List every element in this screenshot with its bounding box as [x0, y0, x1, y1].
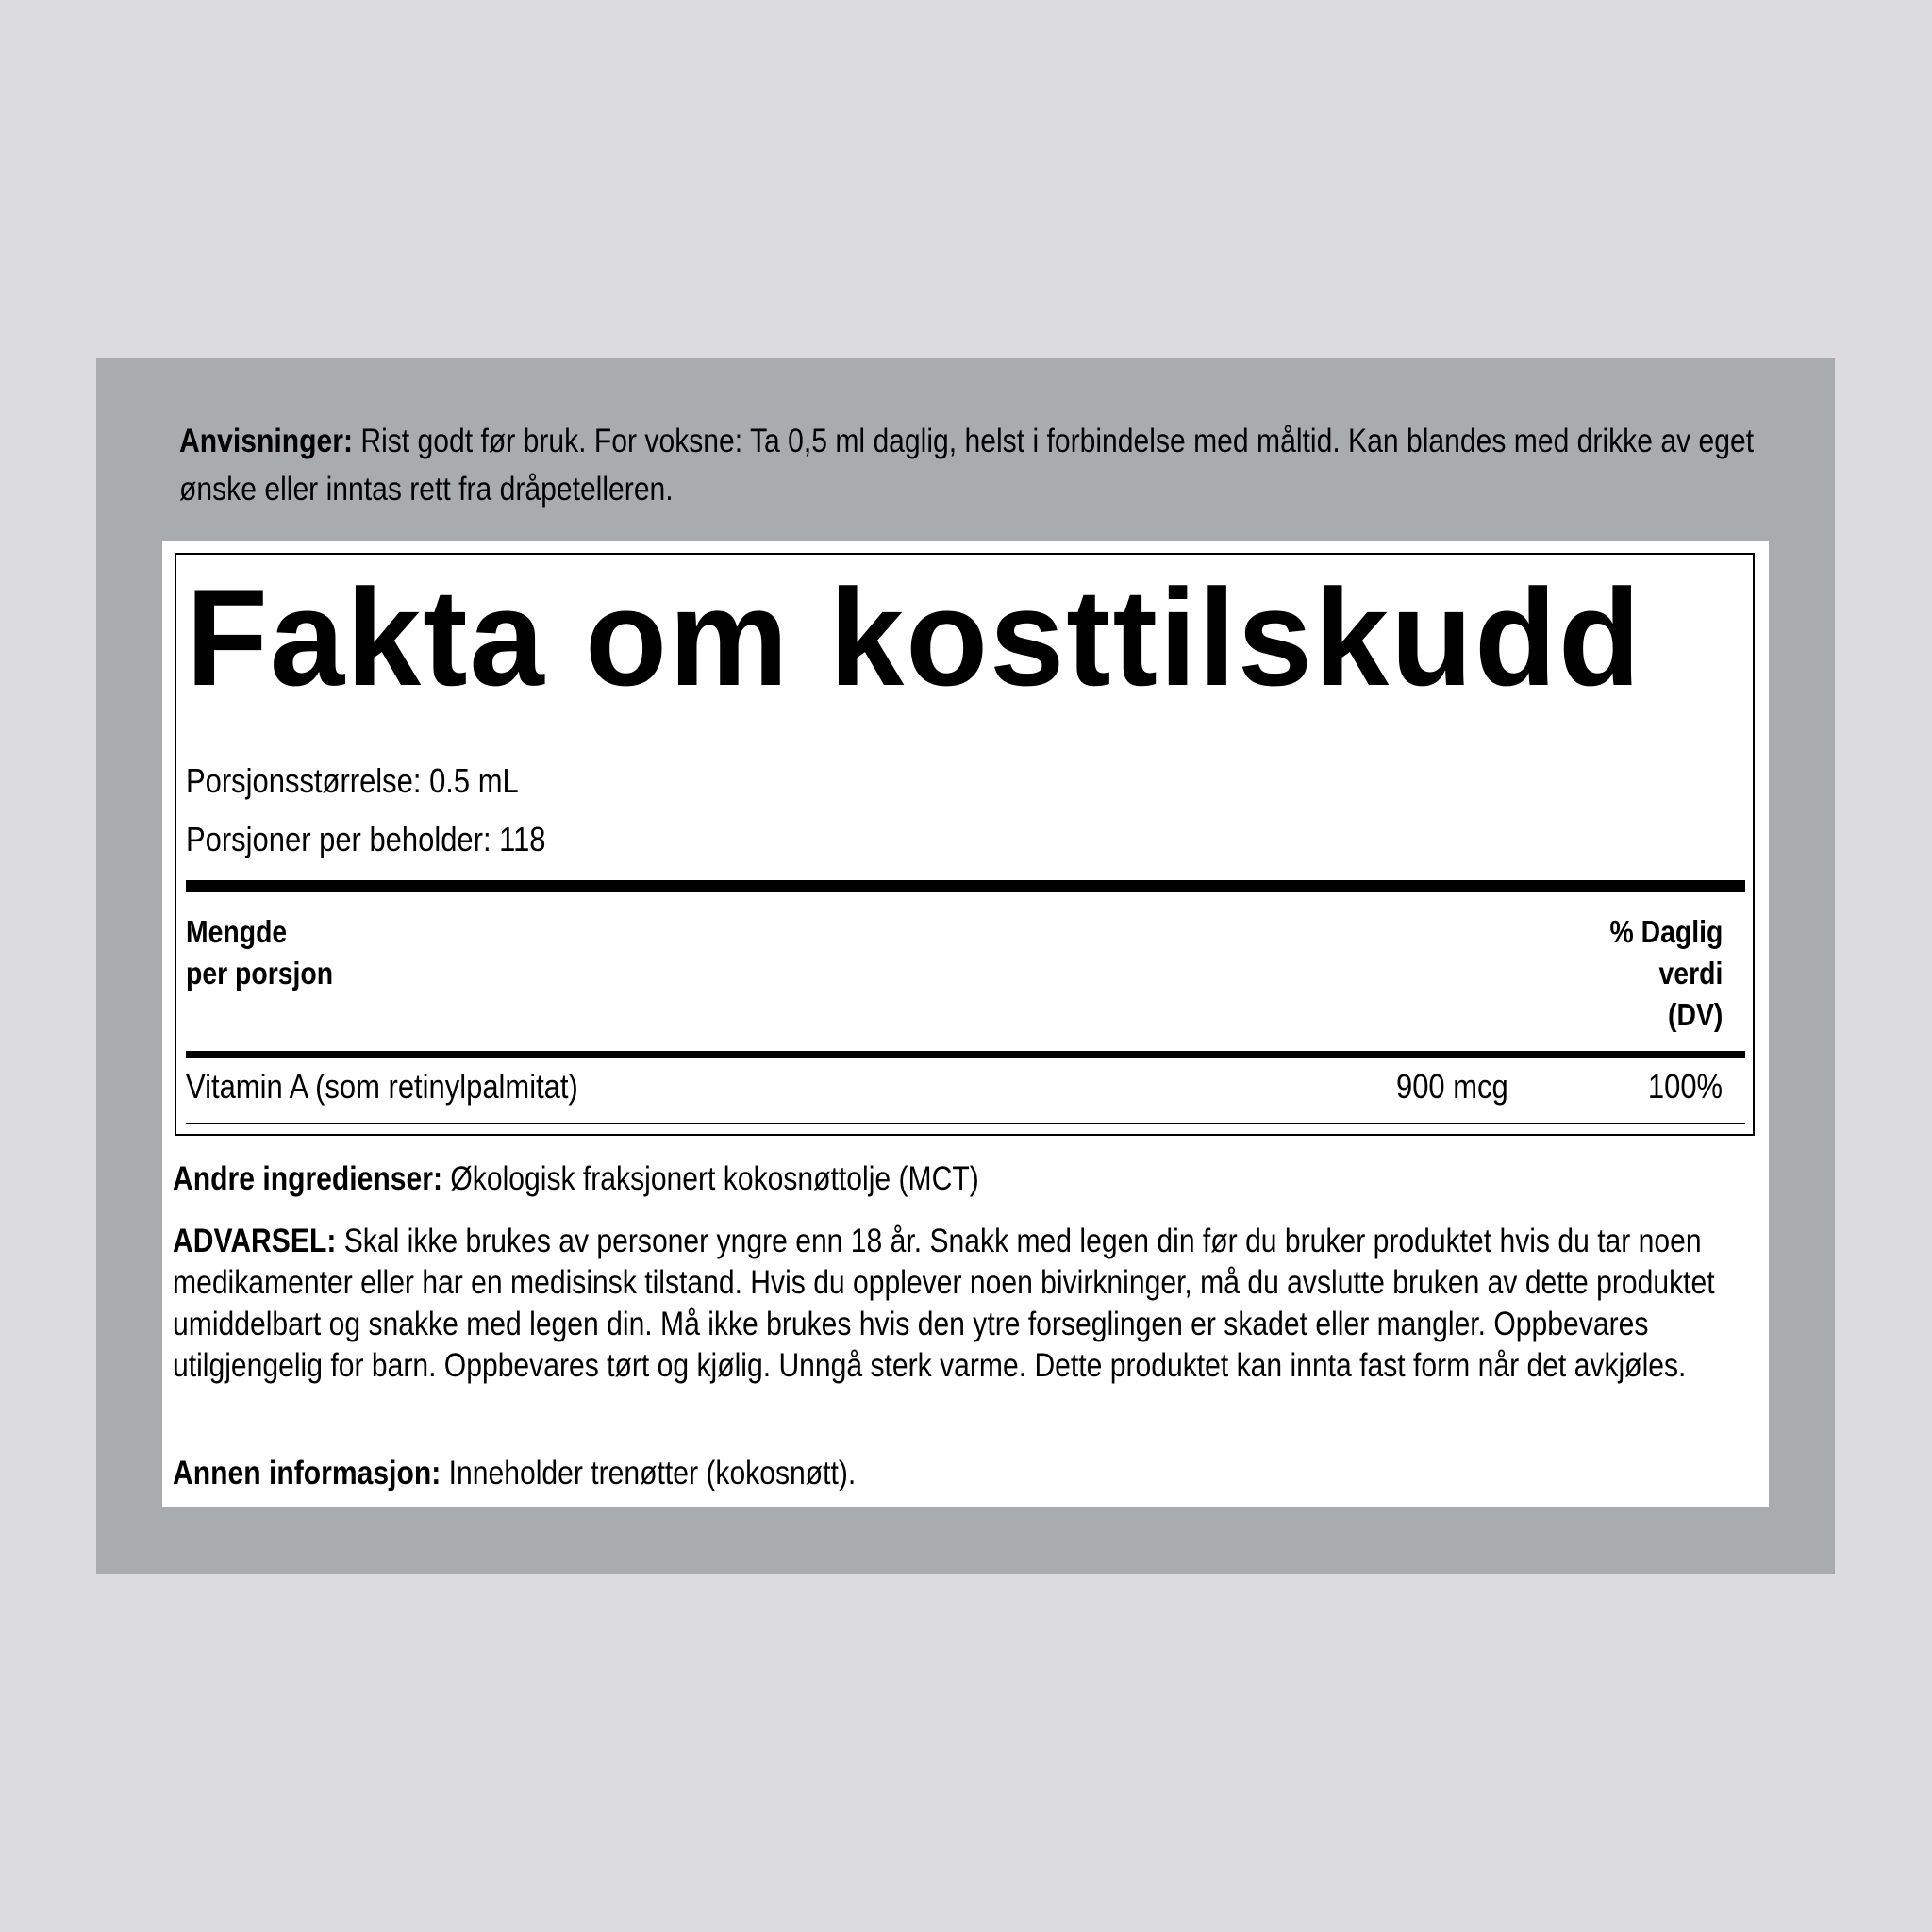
warning-label: ADVARSEL:	[173, 1223, 337, 1259]
nutrient-daily-value: 100%	[1647, 1067, 1723, 1106]
thick-divider-top	[186, 880, 1745, 892]
other-ingredients-text: Økologisk fraksjonert kokosnøttolje (MCT)	[442, 1160, 979, 1197]
header-left-line2: per porsjon	[186, 956, 334, 991]
header-right-line1: % Daglig	[1609, 914, 1723, 949]
header-right-line2: verdi	[1658, 956, 1723, 991]
header-left-line1: Mengde	[186, 914, 288, 949]
serving-size: Porsjonsstørrelse: 0.5 mL	[186, 761, 519, 800]
warning-text: Skal ikke brukes av personer yngre enn 18 år. Snakk med legen din før du bruker produktet hvis du tar noen medikamenter eller har en medisinsk tilstand. Hvis du opplever noen bivirkninger, må du avslutte bruken av dette produktet umiddelbart og snakke med legen din. Må ikke brukes hvis den ytre forseglingen er skadet eller mangler. Oppbevares utilgjengelig for barn. Oppbevares tørt og kjølig. Unngå sterk varme. Dette produktet kan innta fast form når det avkjøles.	[173, 1223, 1715, 1384]
nutrient-amount: 900 mcg	[1396, 1067, 1508, 1106]
daily-value-header	[1609, 911, 1723, 1036]
amount-per-serving-header	[186, 911, 333, 994]
thick-divider-middle	[186, 1051, 1745, 1058]
servings-per-container: Porsjoner per beholder: 118	[186, 820, 546, 858]
thin-divider-bottom	[186, 1123, 1745, 1124]
other-ingredients	[173, 1158, 1746, 1200]
directions-label: Anvisninger:	[179, 423, 353, 459]
directions-body: Rist godt før bruk. For voksne: Ta 0,5 ml daglig, helst i forbindelse med måltid. Kan blandes med drikke av eget ønske eller inntas rett fra dråpetelleren.	[179, 423, 1755, 508]
nutrient-name: Vitamin A (som retinylpalmitat)	[186, 1067, 578, 1106]
other-information-label: Annen informasjon:	[173, 1455, 441, 1491]
warning	[173, 1221, 1746, 1387]
other-ingredients-label: Andre ingredienser:	[173, 1160, 443, 1197]
other-information-text: Inneholder trenøtter (kokosnøtt).	[441, 1455, 857, 1491]
facts-title: Fakta om kosttilskudd	[186, 560, 1642, 714]
directions-text	[179, 417, 1764, 513]
header-right-line3: (DV)	[1667, 997, 1723, 1032]
other-information	[173, 1453, 1746, 1494]
